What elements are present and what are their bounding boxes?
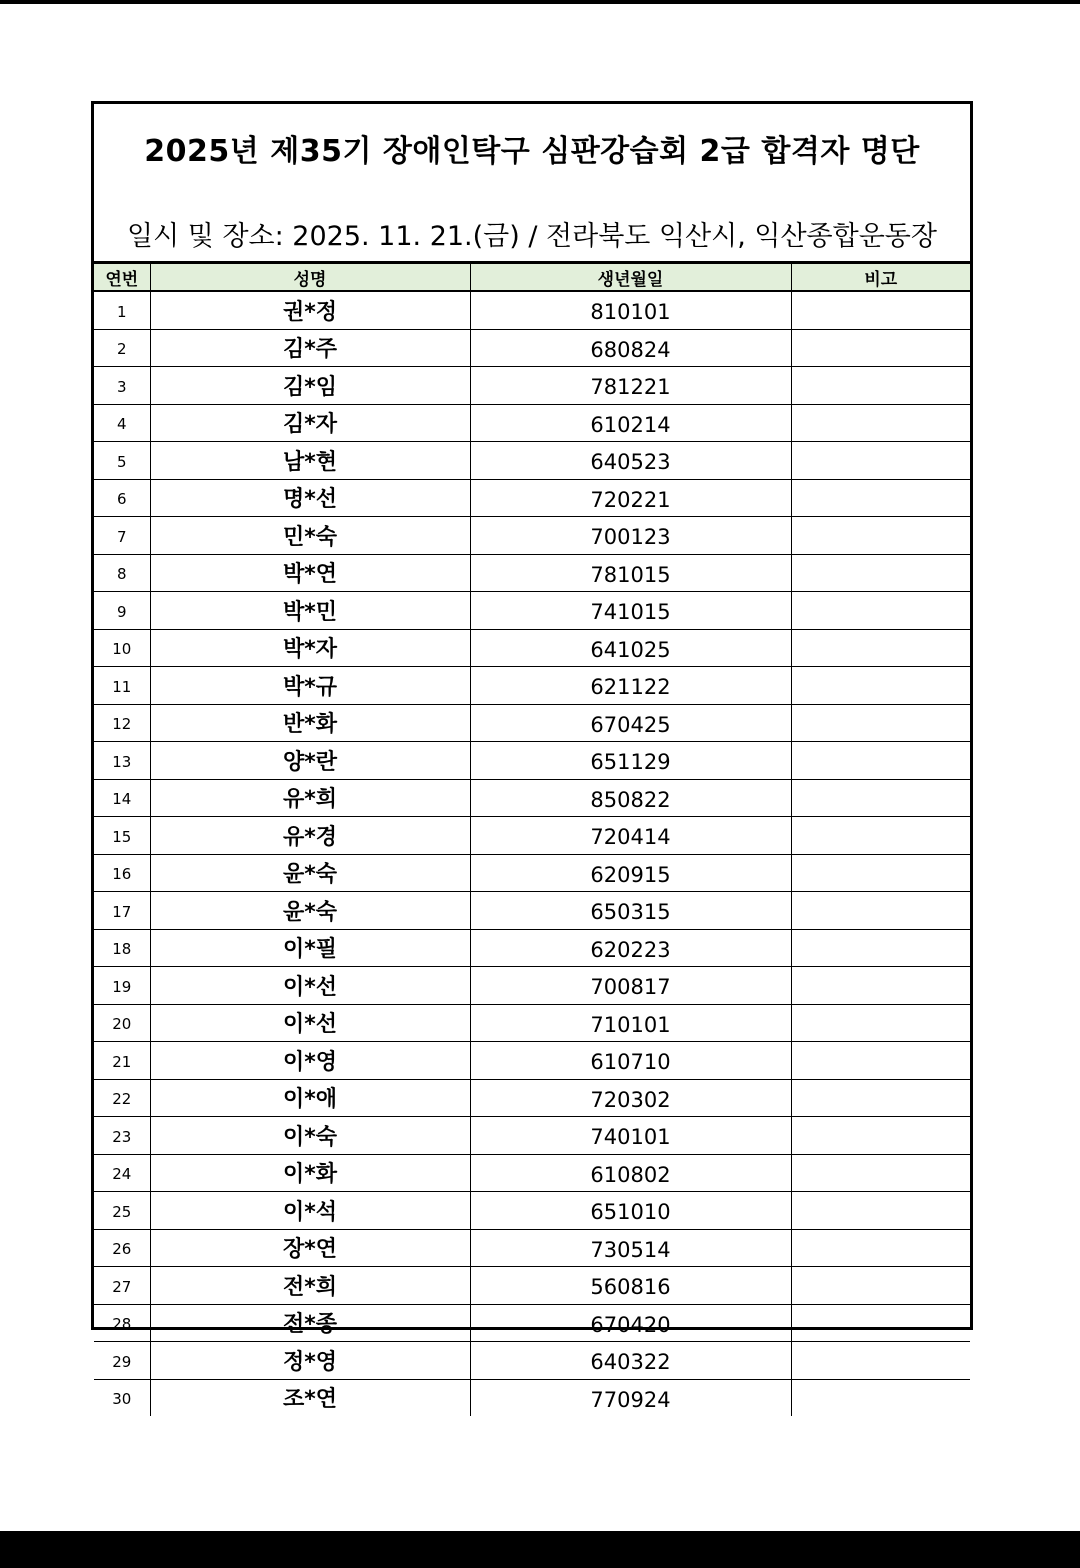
row-name: 조*연: [150, 1379, 470, 1416]
table-row: [94, 442, 970, 480]
row-number: 29: [94, 1342, 150, 1380]
table-row: [94, 1004, 970, 1042]
row-birthdate: 670425: [470, 704, 791, 742]
row-note: [791, 592, 970, 630]
row-name: 장*연: [150, 1229, 470, 1267]
row-number: 11: [94, 667, 150, 705]
table-row: [94, 1379, 970, 1416]
row-birthdate: 720302: [470, 1079, 791, 1117]
row-number: 26: [94, 1229, 150, 1267]
row-name: 반*화: [150, 704, 470, 742]
table-row: [94, 892, 970, 930]
row-number: 14: [94, 779, 150, 817]
row-note: [791, 967, 970, 1005]
table-row: [94, 967, 970, 1005]
row-number: 3: [94, 367, 150, 405]
row-note: [791, 817, 970, 855]
table-header-row: [94, 263, 970, 292]
row-note: [791, 291, 970, 329]
table-row: [94, 479, 970, 517]
row-name: 이*선: [150, 967, 470, 1005]
row-note: [791, 1042, 970, 1080]
row-number: 2: [94, 329, 150, 367]
table-row: [94, 1117, 970, 1155]
table-row: [94, 1229, 970, 1267]
table-row: [94, 592, 970, 630]
table-row: [94, 329, 970, 367]
row-birthdate: 560816: [470, 1267, 791, 1305]
row-birthdate: 781221: [470, 367, 791, 405]
row-name: 유*희: [150, 779, 470, 817]
row-name: 김*주: [150, 329, 470, 367]
header-birth: 생년월일: [470, 263, 791, 292]
row-name: 박*민: [150, 592, 470, 630]
row-name: 윤*숙: [150, 892, 470, 930]
row-birthdate: 700123: [470, 517, 791, 555]
row-note: [791, 442, 970, 480]
row-number: 22: [94, 1079, 150, 1117]
row-number: 10: [94, 629, 150, 667]
row-note: [791, 1079, 970, 1117]
row-birthdate: 620915: [470, 854, 791, 892]
row-note: [791, 1004, 970, 1042]
row-note: [791, 629, 970, 667]
row-number: 15: [94, 817, 150, 855]
table-row: [94, 1304, 970, 1342]
row-birthdate: 710101: [470, 1004, 791, 1042]
row-number: 20: [94, 1004, 150, 1042]
row-name: 이*석: [150, 1192, 470, 1230]
row-birthdate: 720414: [470, 817, 791, 855]
row-birthdate: 670420: [470, 1304, 791, 1342]
table-row: [94, 854, 970, 892]
passers-table: [94, 261, 970, 1416]
row-note: [791, 1342, 970, 1380]
row-birthdate: 810101: [470, 291, 791, 329]
row-birthdate: 610214: [470, 404, 791, 442]
row-note: [791, 667, 970, 705]
row-note: [791, 404, 970, 442]
row-note: [791, 892, 970, 930]
row-name: 명*선: [150, 479, 470, 517]
row-note: [791, 742, 970, 780]
table-row: [94, 1042, 970, 1080]
row-note: [791, 517, 970, 555]
bottom-edge-bar: [0, 1531, 1080, 1568]
table-row: [94, 779, 970, 817]
row-birthdate: 621122: [470, 667, 791, 705]
table-row: [94, 554, 970, 592]
row-note: [791, 1229, 970, 1267]
row-number: 23: [94, 1117, 150, 1155]
row-number: 25: [94, 1192, 150, 1230]
table-row: [94, 404, 970, 442]
row-name: 양*란: [150, 742, 470, 780]
row-note: [791, 554, 970, 592]
row-name: 김*자: [150, 404, 470, 442]
table-row: [94, 817, 970, 855]
table-row: [94, 291, 970, 329]
row-number: 9: [94, 592, 150, 630]
document-sheet: [91, 101, 973, 1413]
row-number: 18: [94, 929, 150, 967]
table-row: [94, 367, 970, 405]
row-birthdate: 720221: [470, 479, 791, 517]
row-birthdate: 730514: [470, 1229, 791, 1267]
row-number: 27: [94, 1267, 150, 1305]
row-birthdate: 610710: [470, 1042, 791, 1080]
row-birthdate: 850822: [470, 779, 791, 817]
row-name: 이*필: [150, 929, 470, 967]
table-row: [94, 1154, 970, 1192]
row-number: 4: [94, 404, 150, 442]
row-note: [791, 1117, 970, 1155]
table-row: [94, 1079, 970, 1117]
row-note: [791, 1304, 970, 1342]
row-name: 남*현: [150, 442, 470, 480]
table-row: [94, 517, 970, 555]
row-number: 17: [94, 892, 150, 930]
row-name: 박*자: [150, 629, 470, 667]
row-birthdate: 740101: [470, 1117, 791, 1155]
row-number: 13: [94, 742, 150, 780]
top-edge-bar: [0, 0, 1080, 4]
row-number: 5: [94, 442, 150, 480]
header-name: 성명: [150, 263, 470, 292]
row-name: 이*화: [150, 1154, 470, 1192]
row-note: [791, 1267, 970, 1305]
table-row: [94, 629, 970, 667]
row-name: 이*애: [150, 1079, 470, 1117]
row-note: [791, 1154, 970, 1192]
row-name: 민*숙: [150, 517, 470, 555]
row-birthdate: 651129: [470, 742, 791, 780]
row-name: 전*희: [150, 1267, 470, 1305]
row-name: 권*정: [150, 291, 470, 329]
row-number: 24: [94, 1154, 150, 1192]
row-birthdate: 651010: [470, 1192, 791, 1230]
table-body: [94, 291, 970, 1416]
row-birthdate: 680824: [470, 329, 791, 367]
row-note: [791, 854, 970, 892]
row-number: 6: [94, 479, 150, 517]
header-note: 비고: [791, 263, 970, 292]
table-row: [94, 1342, 970, 1380]
row-note: [791, 704, 970, 742]
row-name: 김*임: [150, 367, 470, 405]
row-name: 유*경: [150, 817, 470, 855]
row-note: [791, 1379, 970, 1416]
table-row: [94, 742, 970, 780]
row-name: 박*연: [150, 554, 470, 592]
row-name: 전*종: [150, 1304, 470, 1342]
row-note: [791, 779, 970, 817]
row-number: 16: [94, 854, 150, 892]
row-name: 이*선: [150, 1004, 470, 1042]
table-row: [94, 667, 970, 705]
document-title: 2025년 제35기 장애인탁구 심판강습회 2급 합격자 명단: [144, 134, 920, 169]
row-note: [791, 1192, 970, 1230]
row-birthdate: 640322: [470, 1342, 791, 1380]
row-number: 7: [94, 517, 150, 555]
document-subtitle: 일시 및 장소: 2025. 11. 21.(금) / 전라북도 익산시, 익산종합운동장: [127, 221, 937, 252]
row-name: 이*숙: [150, 1117, 470, 1155]
table-row: [94, 1192, 970, 1230]
row-name: 이*영: [150, 1042, 470, 1080]
row-birthdate: 741015: [470, 592, 791, 630]
row-note: [791, 329, 970, 367]
row-number: 12: [94, 704, 150, 742]
row-name: 윤*숙: [150, 854, 470, 892]
row-birthdate: 641025: [470, 629, 791, 667]
row-number: 19: [94, 967, 150, 1005]
row-birthdate: 781015: [470, 554, 791, 592]
row-note: [791, 367, 970, 405]
row-number: 28: [94, 1304, 150, 1342]
table-row: [94, 704, 970, 742]
row-number: 21: [94, 1042, 150, 1080]
row-birthdate: 650315: [470, 892, 791, 930]
row-number: 30: [94, 1379, 150, 1416]
row-birthdate: 610802: [470, 1154, 791, 1192]
header-no: 연번: [94, 263, 150, 292]
row-note: [791, 929, 970, 967]
row-number: 1: [94, 291, 150, 329]
row-birthdate: 620223: [470, 929, 791, 967]
row-birthdate: 640523: [470, 442, 791, 480]
row-name: 박*규: [150, 667, 470, 705]
row-number: 8: [94, 554, 150, 592]
table-row: [94, 929, 970, 967]
table-row: [94, 1267, 970, 1305]
row-birthdate: 770924: [470, 1379, 791, 1416]
row-note: [791, 479, 970, 517]
row-name: 정*영: [150, 1342, 470, 1380]
row-birthdate: 700817: [470, 967, 791, 1005]
